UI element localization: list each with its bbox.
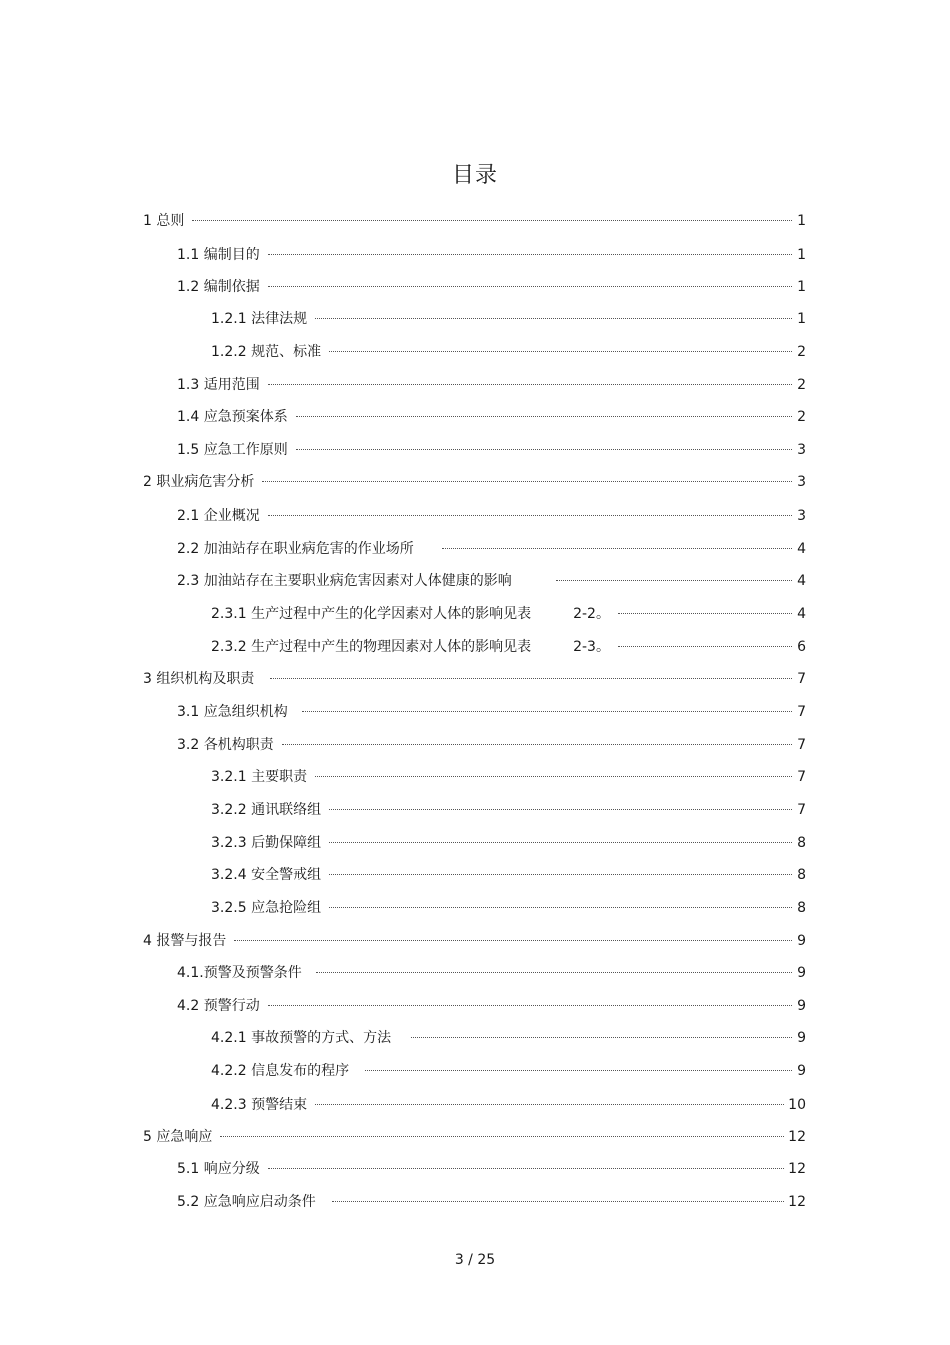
- toc-leader-dots: [556, 567, 792, 585]
- toc-entry[interactable]: [177, 403, 806, 425]
- toc-entry-label: 3.2.1 主要职责: [211, 769, 308, 785]
- toc-entry[interactable]: [177, 502, 806, 524]
- toc-entry-label: 2.1 企业概况: [177, 508, 260, 524]
- toc-entry-page: 3: [797, 442, 806, 458]
- toc-leader-dots: [268, 241, 792, 259]
- toc-entry-label: 2.3.1 生产过程中产生的化学因素对人体的影响见表: [211, 606, 532, 622]
- toc-entry-label: 2 职业病危害分析: [143, 474, 255, 490]
- toc-leader-dots: [316, 959, 792, 977]
- toc-entry-label: 3.2.2 通讯联络组: [211, 802, 322, 818]
- toc-entry-page: 7: [797, 671, 806, 687]
- toc-entry-page: 8: [797, 867, 806, 883]
- toc-entry[interactable]: [143, 927, 806, 949]
- toc-entry-label: 4.2 预警行动: [177, 998, 260, 1014]
- toc-leader-dots: [262, 468, 792, 486]
- toc-entry-label: 1.2.2 规范、标准: [211, 344, 322, 360]
- toc-entry-label: 3.2.3 后勤保障组: [211, 835, 322, 851]
- toc-leader-dots: [442, 535, 792, 553]
- toc-entry[interactable]: [211, 829, 806, 851]
- toc-leader-dots: [296, 403, 792, 421]
- toc-entry-page: 3: [797, 474, 806, 490]
- toc-entry[interactable]: [143, 468, 806, 490]
- toc-leader-dots: [234, 927, 792, 945]
- toc-entry-page: 1: [797, 279, 806, 295]
- toc-entry-label: 4.2.2 信息发布的程序: [211, 1063, 350, 1079]
- toc-leader-dots: [282, 731, 792, 749]
- toc-entry-page: 12: [788, 1129, 806, 1145]
- toc-leader-dots: [296, 436, 792, 454]
- toc-entry[interactable]: [177, 436, 806, 458]
- toc-entry-page: 7: [797, 802, 806, 818]
- page-number-footer: 3 / 25: [454, 1252, 496, 1268]
- toc-entry[interactable]: [211, 633, 806, 655]
- toc-leader-dots: [332, 1188, 784, 1206]
- toc-entry-suffix: 2-2。: [573, 606, 610, 622]
- toc-leader-dots: [302, 698, 792, 716]
- toc-leader-dots: [268, 273, 792, 291]
- toc-leader-dots: [315, 305, 792, 323]
- toc-entry-page: 4: [797, 541, 806, 557]
- toc-entry-page: 2: [797, 377, 806, 393]
- toc-entry[interactable]: [211, 763, 806, 785]
- toc-entry[interactable]: [143, 665, 806, 687]
- toc-entry-label: 3.2.5 应急抢险组: [211, 900, 322, 916]
- toc-entry[interactable]: [177, 567, 806, 589]
- toc-entry-label: 4 报警与报告: [143, 933, 227, 949]
- toc-entry[interactable]: [143, 207, 806, 229]
- toc-entry-page: 1: [797, 213, 806, 229]
- toc-leader-dots: [192, 207, 792, 225]
- toc-entry-page: 8: [797, 835, 806, 851]
- toc-leader-dots: [268, 502, 792, 520]
- toc-entry-page: 2: [797, 409, 806, 425]
- toc-leader-dots: [268, 371, 792, 389]
- toc-entry-label: 2.3 加油站存在主要职业病危害因素对人体健康的影响: [177, 573, 512, 589]
- toc-entry[interactable]: [177, 371, 806, 393]
- toc-entry[interactable]: [177, 535, 806, 557]
- toc-entry[interactable]: [177, 1188, 806, 1210]
- toc-leader-dots: [268, 1155, 784, 1173]
- toc-entry-label: 1.3 适用范围: [177, 377, 260, 393]
- toc-entry-label: 5 应急响应: [143, 1129, 213, 1145]
- toc-entry[interactable]: [211, 1024, 806, 1046]
- toc-entry[interactable]: [177, 1155, 806, 1177]
- toc-entry-label: 1 总则: [143, 213, 185, 229]
- toc-entry-page: 1: [797, 311, 806, 327]
- toc-entry-page: 1: [797, 247, 806, 263]
- toc-entry-label: 1.5 应急工作原则: [177, 442, 288, 458]
- toc-leader-dots: [220, 1123, 784, 1141]
- toc-entry-label: 2.2 加油站存在职业病危害的作业场所: [177, 541, 414, 557]
- page-title: 目录: [451, 163, 498, 188]
- toc-leader-dots: [618, 600, 792, 618]
- toc-entry-page: 9: [797, 1030, 806, 1046]
- toc-entry-label: 4.1.预警及预警条件: [177, 965, 302, 981]
- toc-entry[interactable]: [177, 959, 806, 981]
- toc-entry-suffix: 2-3。: [573, 639, 610, 655]
- toc-entry-label: 1.1 编制目的: [177, 247, 260, 263]
- toc-entry[interactable]: [211, 305, 806, 327]
- toc-entry[interactable]: [211, 894, 806, 916]
- toc-entry-label: 5.1 响应分级: [177, 1161, 260, 1177]
- toc-entry[interactable]: [211, 861, 806, 883]
- toc-entry-label: 2.3.2 生产过程中产生的物理因素对人体的影响见表: [211, 639, 532, 655]
- toc-entry[interactable]: [177, 992, 806, 1014]
- toc-leader-dots: [365, 1057, 792, 1075]
- toc-entry-label: 5.2 应急响应启动条件: [177, 1194, 316, 1210]
- toc-entry-page: 12: [788, 1161, 806, 1177]
- toc-entry-label: 1.2 编制依据: [177, 279, 260, 295]
- toc-leader-dots: [329, 796, 792, 814]
- toc-leader-dots: [329, 829, 792, 847]
- toc-entry[interactable]: [211, 338, 806, 360]
- toc-entry-label: 3.2 各机构职责: [177, 737, 274, 753]
- toc-entry-page: 4: [797, 573, 806, 589]
- toc-entry[interactable]: [177, 731, 806, 753]
- toc-entry-label: 4.2.3 预警结束: [211, 1097, 308, 1113]
- toc-entry-label: 4.2.1 事故预警的方式、方法: [211, 1030, 392, 1046]
- toc-entry-page: 8: [797, 900, 806, 916]
- toc-entry-page: 3: [797, 508, 806, 524]
- toc-entry-page: 9: [797, 965, 806, 981]
- toc-leader-dots: [329, 861, 792, 879]
- toc-entry[interactable]: [211, 1091, 806, 1113]
- toc-leader-dots: [315, 763, 792, 781]
- toc-entry-page: 9: [797, 933, 806, 949]
- toc-leader-dots: [270, 665, 792, 683]
- toc-entry[interactable]: [211, 1057, 806, 1079]
- toc-leader-dots: [268, 992, 792, 1010]
- toc-leader-dots: [329, 338, 792, 356]
- toc-entry[interactable]: [177, 273, 806, 295]
- toc-entry-label: 3 组织机构及职责: [143, 671, 255, 687]
- toc-entry-page: 7: [797, 704, 806, 720]
- toc-entry-page: 2: [797, 344, 806, 360]
- toc-entry[interactable]: [177, 698, 806, 720]
- toc-entry-page: 10: [788, 1097, 806, 1113]
- toc-entry[interactable]: [211, 796, 806, 818]
- toc-entry-label: 1.4 应急预案体系: [177, 409, 288, 425]
- toc-leader-dots: [329, 894, 792, 912]
- toc-entry-label: 3.2.4 安全警戒组: [211, 867, 322, 883]
- toc-entry-page: 9: [797, 998, 806, 1014]
- toc-leader-dots: [315, 1091, 784, 1109]
- toc-entry[interactable]: [211, 600, 806, 622]
- toc-leader-dots: [411, 1024, 792, 1042]
- toc-entry-label: 1.2.1 法律法规: [211, 311, 308, 327]
- toc-leader-dots: [618, 633, 792, 651]
- toc-entry-page: 12: [788, 1194, 806, 1210]
- toc-entry-page: 4: [797, 606, 806, 622]
- toc-entry-label: 3.1 应急组织机构: [177, 704, 288, 720]
- toc-entry-page: 6: [797, 639, 806, 655]
- toc-entry[interactable]: [143, 1123, 806, 1145]
- toc-entry-page: 9: [797, 1063, 806, 1079]
- toc-entry[interactable]: [177, 241, 806, 263]
- toc-entry-page: 7: [797, 769, 806, 785]
- toc-entry-page: 7: [797, 737, 806, 753]
